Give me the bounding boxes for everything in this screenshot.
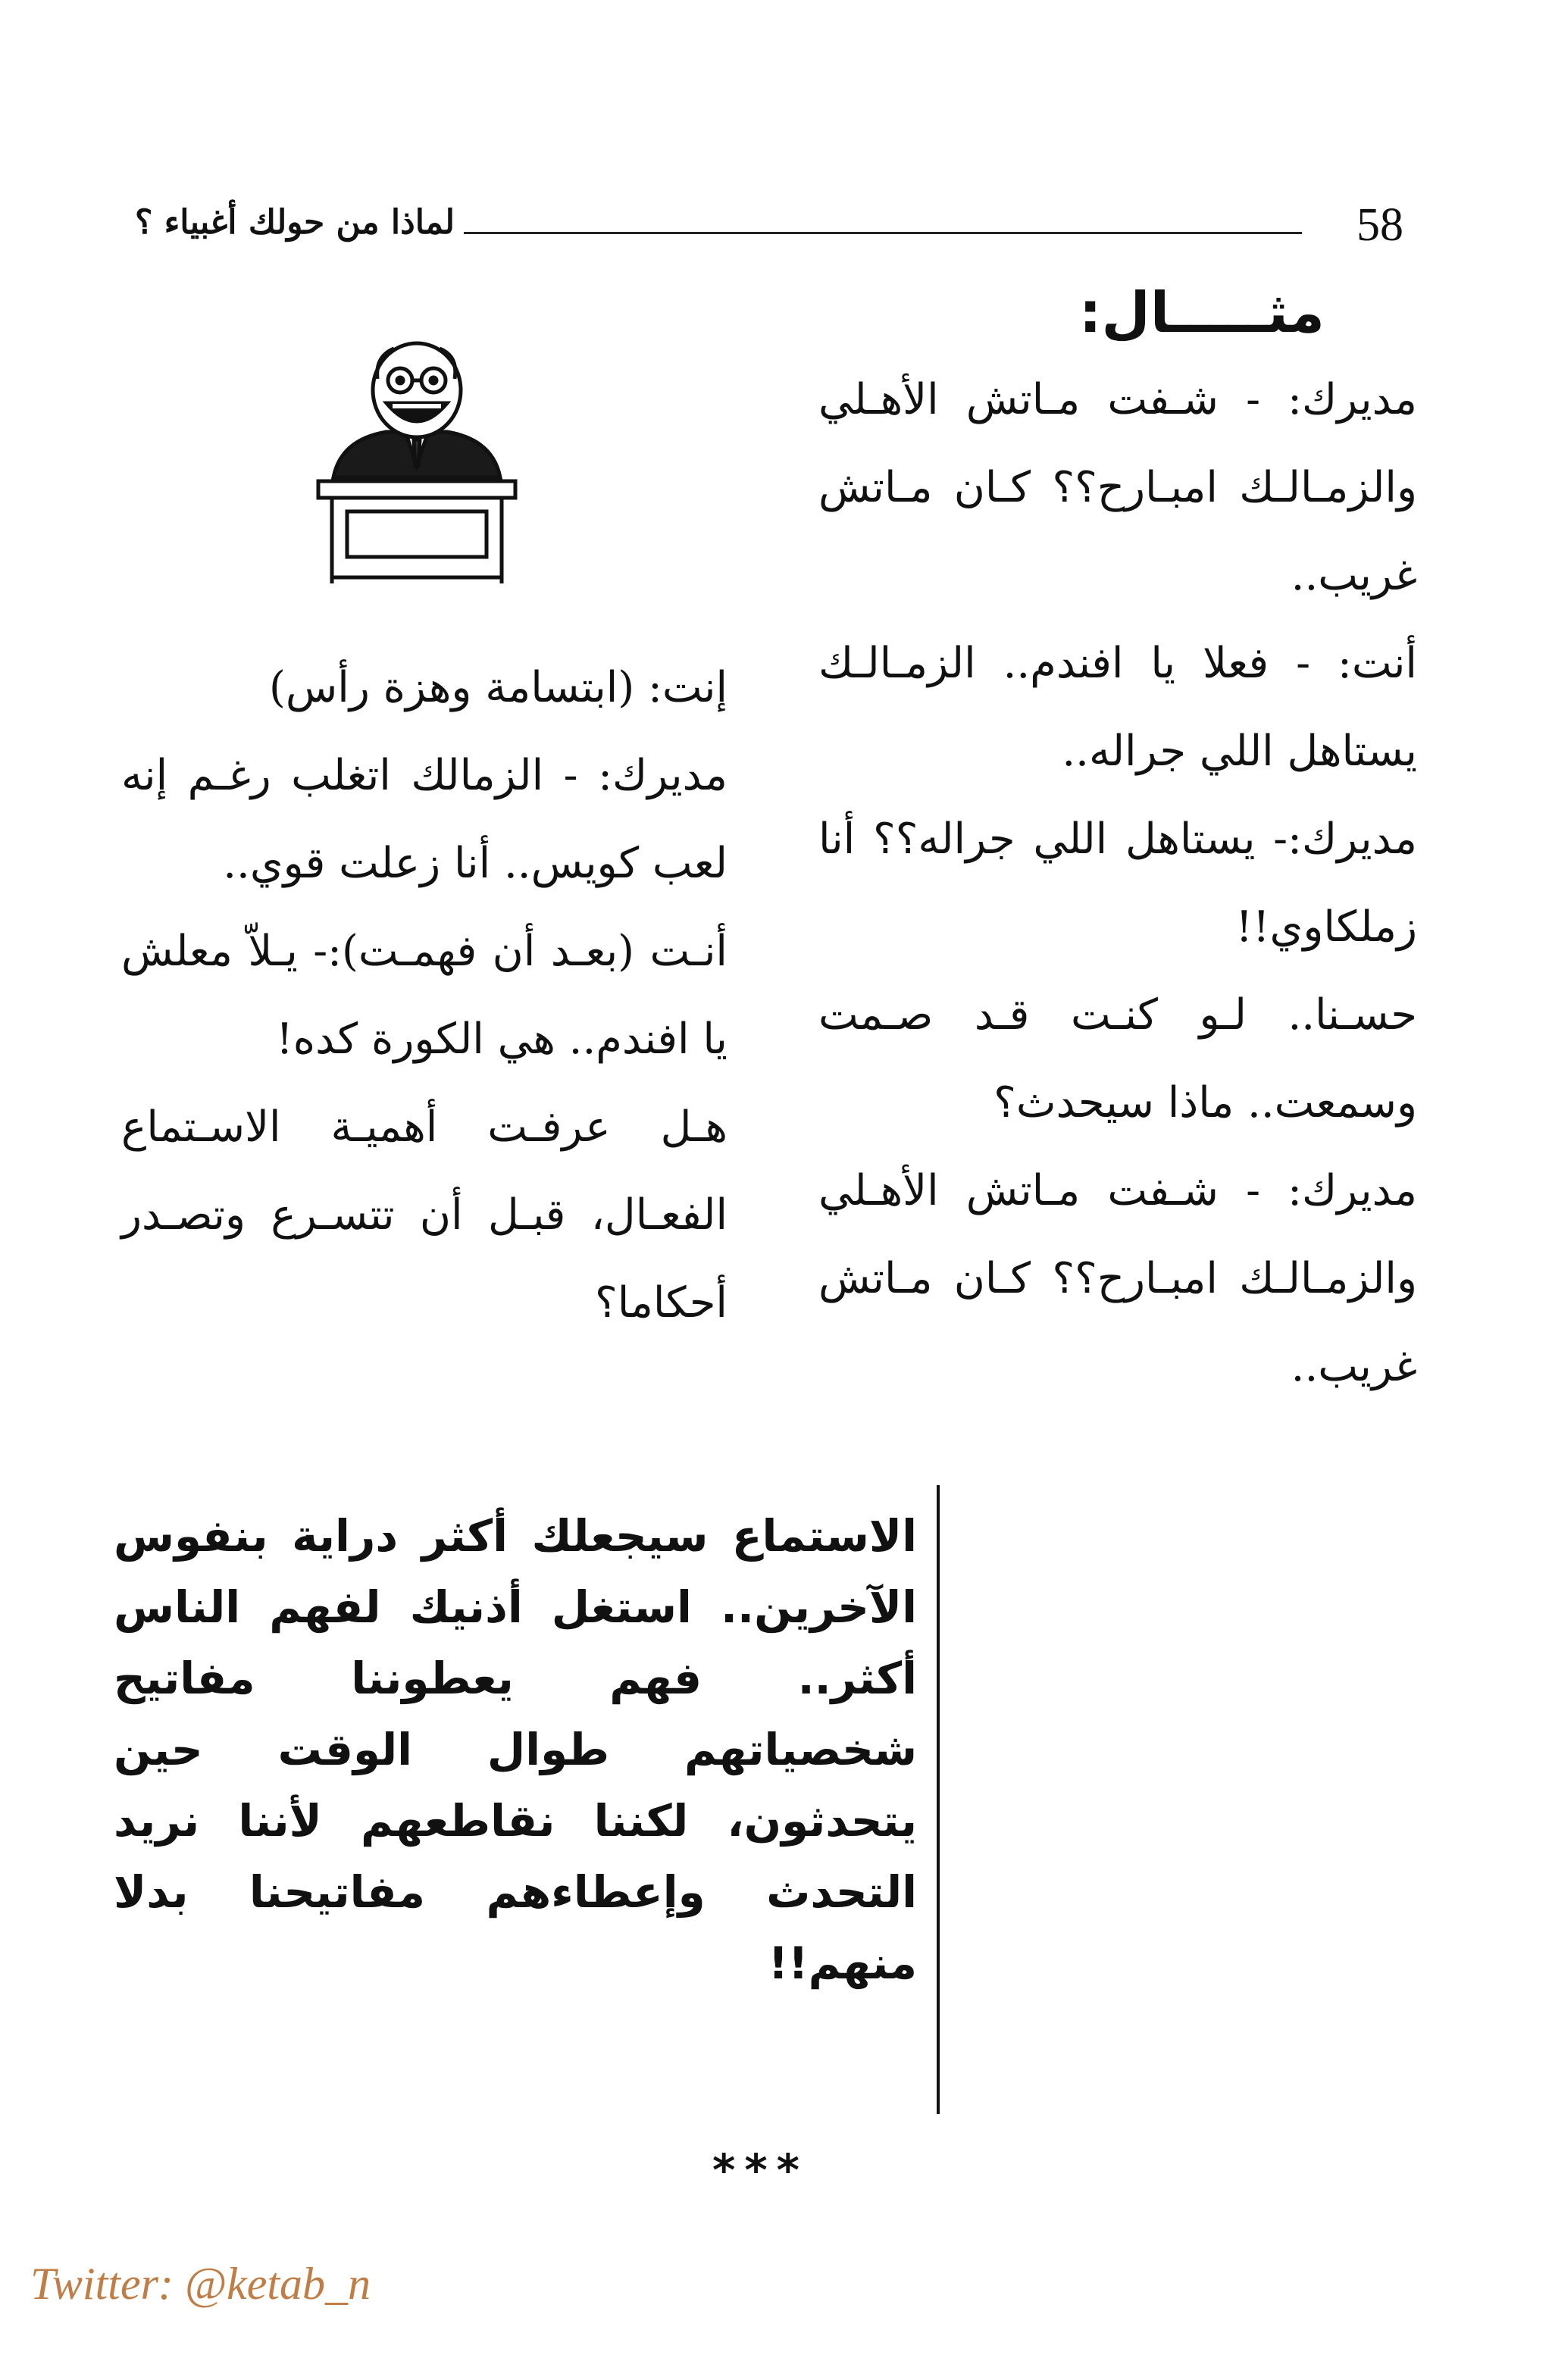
example-heading: مثـــــال: <box>1078 280 1325 346</box>
watermark: Twitter: @ketab_n <box>30 2259 371 2309</box>
dialogue-paragraph: أنـت (بعـد أن فهمـت):- يـلاّ معلش يا افندم.. هي الكورة كده! <box>121 927 728 1064</box>
left-column <box>121 644 728 1347</box>
dialogue-paragraph: مديرك: - الزمالك اتغلب رغـم إنه لعب كويس.. أنا زعلت قوي.. <box>121 751 728 888</box>
quote-text: الاستماع سيجعلك أكثر دراية بنفوس الآخرين.. استغل أذنيك لفهم الناس أكثر.. فهم يعطوننا مفاتيح شخصياتهم طوال الوقت حين يتحدثون، لكننا نقاطعهم لأننا نريد التحدث وإعطاءهم مفاتيحنا بدلا منهم!! <box>114 1510 917 1989</box>
dialogue-paragraph: مديرك: - شـفت مـاتش الأهـلي والزمـالـك امبـارح؟؟ كـان مـاتش غريب.. <box>818 1166 1417 1391</box>
dialogue-paragraph: أنت: - فعلا يا افندم.. الزمـالـك يستاهل اللي جراله.. <box>818 639 1417 776</box>
dialogue-paragraph: مديرك:- يستاهل اللي جراله؟؟ أنا زملكاوي!! <box>818 815 1417 952</box>
section-separator: *** <box>712 2144 809 2196</box>
running-title: لماذا من حولك أغبياء ؟ <box>134 203 455 242</box>
quote-rule <box>937 1485 940 2114</box>
dialogue-paragraph: مديرك: - شـفت مـاتش الأهـلي والزمـالـك امبـارح؟؟ كـان مـاتش غريب.. <box>818 375 1417 600</box>
right-column <box>818 356 1417 1411</box>
dialogue-paragraph: هـل عرفـت أهميـة الاسـتماع الفعـال، قبـل أن تتسـرع وتصـدر أحكاما؟ <box>121 1102 728 1328</box>
dialogue-paragraph: حسـنا.. لـو كنـت قـد صـمت وسمعت.. ماذا سيحدث؟ <box>818 990 1417 1127</box>
boss-at-desk-illustration <box>303 333 530 583</box>
dialogue-paragraph: إنت: (ابتسامة وهزة رأس) <box>269 663 728 712</box>
page-number: 58 <box>1356 199 1403 251</box>
header-rule <box>464 232 1302 234</box>
